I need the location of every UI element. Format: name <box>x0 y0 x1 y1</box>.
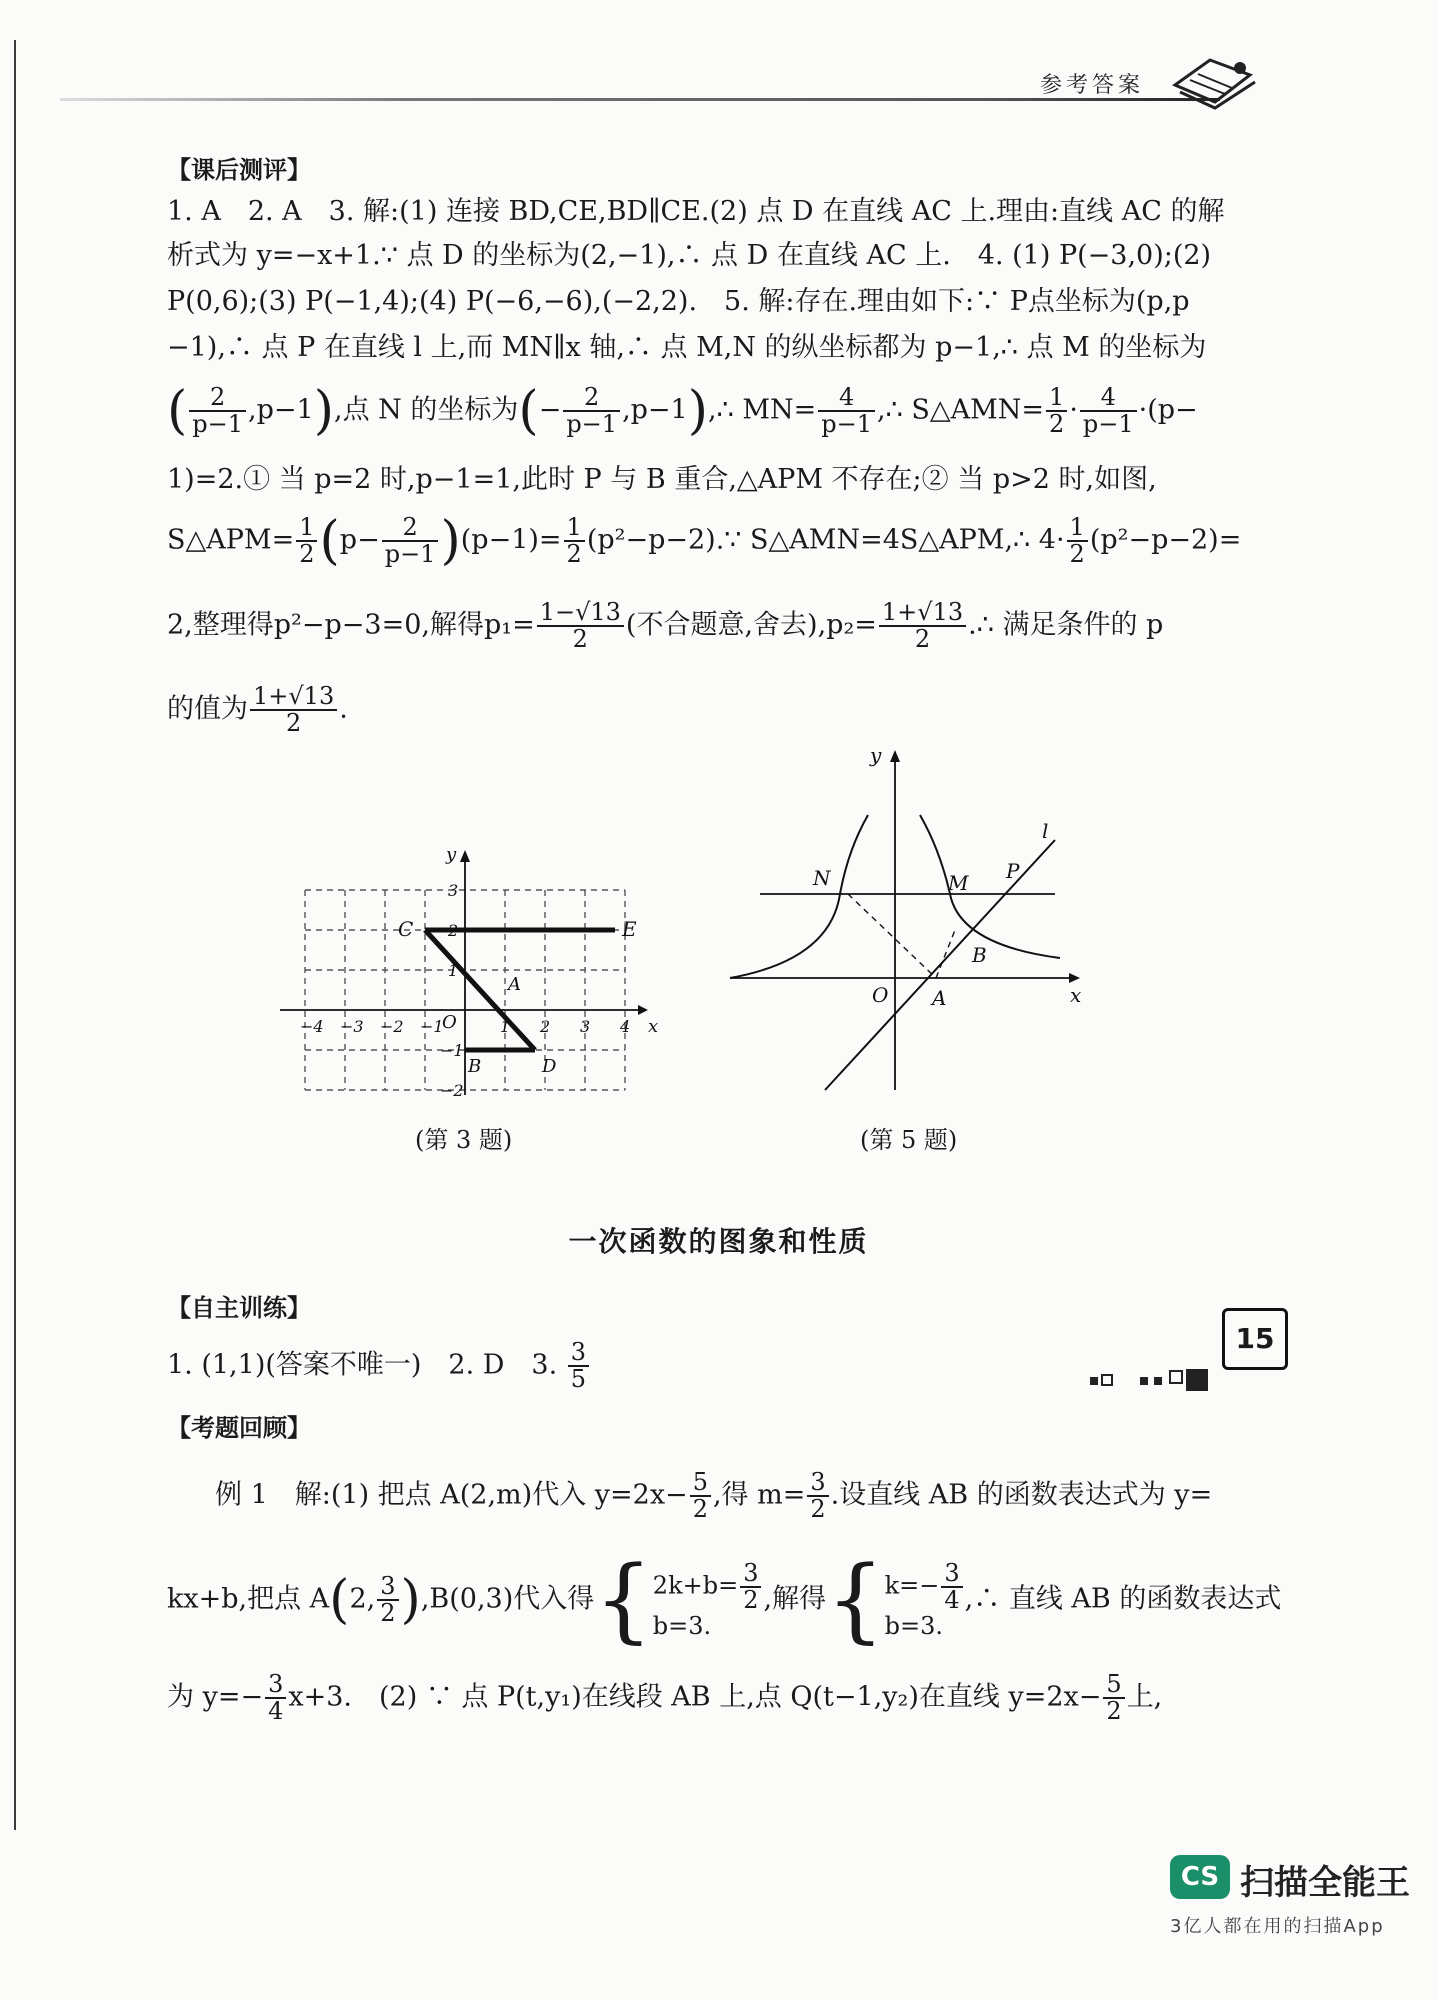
axis-label: x <box>1070 983 1082 1007</box>
point-label: N <box>813 866 831 890</box>
scanner-app-slogan: 3亿人都在用的扫描App <box>1170 1916 1385 1937</box>
fraction: $\frac{4}{p-1}$ <box>818 385 875 437</box>
tick-label: −2 <box>440 1081 464 1100</box>
point-label: C <box>398 917 414 941</box>
axis-label: y <box>870 743 882 767</box>
answer-line-fractions: ( $\frac{2}{p-1}$ ,p−1),点 N 的坐标为(− $\frac{2}{p-1}$ ,p−1),∴ MN= $\frac{4}{p-1}$ ,∴ S△AMN= $\frac{1}{2}$ · $\frac{4}{p-1}$ ·(p− <box>167 381 1198 442</box>
fraction: $\frac{2}{p-1}$ <box>563 385 620 437</box>
answer-line-fractions: 的值为 $\frac{1+√13}{2}$ . <box>167 682 348 738</box>
answer-line-system: kx+b,把点 A(2, $\frac{3}{2}$ ),B(0,3)代入得{ 2k+b= $\frac{3}{2}$ b=3. ,解得{ k=− $\frac{3}{4}$ b=3. ,∴ 直线 AB 的函数表达式 <box>167 1546 1282 1653</box>
tick-label: 1 <box>500 1017 511 1036</box>
section-heading-self-training: 【自主训练】 <box>167 1293 311 1322</box>
axis-label: x <box>648 1016 659 1037</box>
figure-3-caption: (第 3 题) <box>415 1126 513 1154</box>
books-icon <box>1170 50 1260 110</box>
tick-label: 2 <box>448 921 459 940</box>
fraction: $\frac{2}{p-1}$ <box>189 385 246 437</box>
tick-label: 4 <box>620 1017 631 1036</box>
tick-label: −1 <box>440 1041 464 1060</box>
scanner-app-name: 扫描全能王 <box>1240 1863 1410 1903</box>
answer-line-fractions: 例 1 解:(1) 把点 A(2,m)代入 y=2x− $\frac{5}{2}$ ,得 m= $\frac{3}{2}$ .设直线 AB 的函数表达式为 y= <box>215 1468 1213 1524</box>
tick-label: −3 <box>340 1017 364 1036</box>
axis-label: y <box>446 844 457 865</box>
tick-label: −1 <box>420 1017 444 1036</box>
fraction: $\frac{4}{p-1}$ <box>1080 385 1137 437</box>
header-title: 参考答案 <box>1040 73 1145 98</box>
answer-line: −1),∴ 点 P 在直线 l 上,而 MN∥x 轴,∴ 点 M,N 的纵坐标都为 p−1,∴ 点 M 的坐标为 <box>167 332 1207 363</box>
answer-line: 析式为 y=−x+1.∵ 点 D 的坐标为(2,−1),∴ 点 D 在直线 AC 上. 4. (1) P(−3,0);(2) <box>167 240 1212 271</box>
page-number: 15 <box>1222 1308 1288 1370</box>
point-label: O <box>872 983 889 1007</box>
tick-label: 2 <box>540 1017 551 1036</box>
answer-line: 1. A 2. A 3. 解:(1) 连接 BD,CE,BD∥CE.(2) 点 D 在直线 AC 上.理由:直线 AC 的解 <box>167 196 1225 227</box>
answer-line-fractions: 1. (1,1)(答案不唯一) 2. D 3. $\frac{3}{5}$ <box>167 1340 591 1392</box>
decorative-squares <box>1090 1365 1240 1395</box>
section-title: 一次函数的图象和性质 <box>568 1225 869 1258</box>
answer-line: 1)=2.① 当 p=2 时,p−1=1,此时 P 与 B 重合,△APM 不存在;② 当 p>2 时,如图, <box>167 464 1157 495</box>
binding-spine-line <box>14 40 16 1830</box>
point-label: B <box>972 943 987 967</box>
fraction: $\frac{1}{2}$ <box>1046 385 1067 437</box>
answer-line-fractions: S△APM= $\frac{1}{2}$ (p− $\frac{2}{p-1}$ )(p−1)= $\frac{1}{2}$ (p²−p−2).∵ S△AMN=4S△APM,∴ 4· $\frac{1}{2}$ (p²−p−2)= <box>167 511 1242 572</box>
point-label: P <box>1006 859 1020 883</box>
section-heading-exam-review: 【考题回顾】 <box>167 1413 311 1442</box>
point-label: B <box>468 1056 482 1077</box>
point-label: E <box>622 917 637 941</box>
section-heading-after-class: 【课后测评】 <box>167 155 311 184</box>
line-label: l <box>1042 819 1049 843</box>
point-label: M <box>948 871 969 895</box>
answer-line-fractions: 为 y=− $\frac{3}{4}$ x+3. (2) ∵ 点 P(t,y₁)在线段 AB 上,点 Q(t−1,y₂)在直线 y=2x− $\frac{5}{2}$ 上, <box>167 1670 1163 1726</box>
figure-5-hyperbola-graph <box>720 740 1100 1100</box>
point-label: A <box>508 974 521 995</box>
point-label: O <box>442 1012 457 1033</box>
answer-line: P(0,6);(3) P(−1,4);(4) P(−6,−6),(−2,2). 5. 解:存在.理由如下:∵ P点坐标为(p,p <box>167 286 1190 317</box>
header-rule <box>60 98 1220 101</box>
point-label: A <box>932 986 947 1010</box>
point-label: D <box>542 1056 557 1077</box>
figure-3-coordinate-graph <box>270 840 670 1110</box>
tick-label: 3 <box>448 881 459 900</box>
tick-label: −4 <box>300 1017 324 1036</box>
answer-line-fractions: 2,整理得p²−p−3=0,解得p₁= $\frac{1-√13}{2}$ (不合题意,舍去),p₂= $\frac{1+√13}{2}$ .∴ 满足条件的 p <box>167 598 1164 654</box>
tick-label: 3 <box>580 1017 591 1036</box>
tick-label: 1 <box>448 961 459 980</box>
figure-5-caption: (第 5 题) <box>860 1126 958 1154</box>
tick-label: −2 <box>380 1017 404 1036</box>
scanner-app-logo: CS <box>1170 1855 1230 1899</box>
